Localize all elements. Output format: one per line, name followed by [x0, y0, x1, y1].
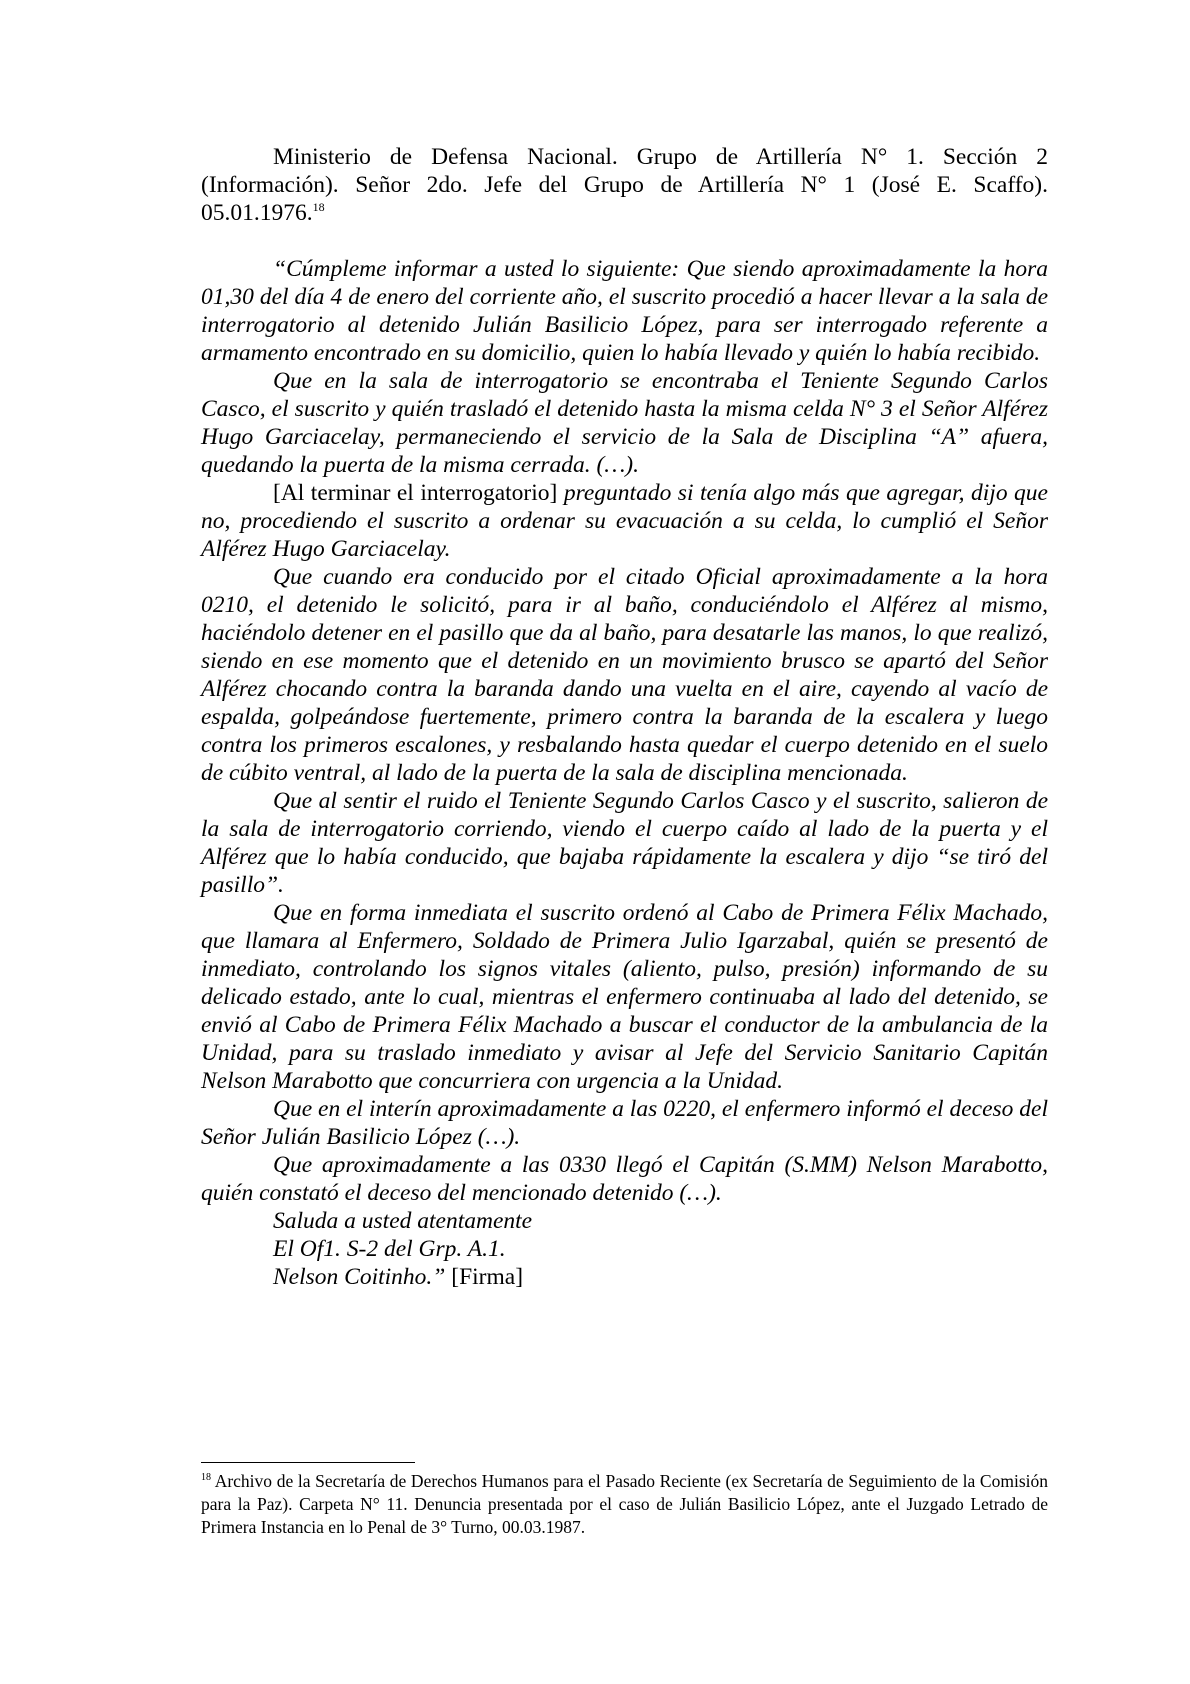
paragraph-6: Que en forma inmediata el suscrito ordenó al Cabo de Primera Félix Machado, que llamara al Enfermero, Soldado de Primera Julio Igarzabal, quién se presentó de inmediato, controlando los signos vitales (aliento, pulso, presión) informando de su delicado estado, ante lo cual, mientras el enfermero continuaba al lado del detenido, se envió al Cabo de Primera Félix Machado a buscar el conductor de la ambulancia de la Unidad, para su traslado inmediato y avisar al Jefe del Servicio Sanitario Capitán Nelson Marabotto que concurriera con urgencia a la Unidad. [201, 900, 1048, 1094]
paragraph-3 [201, 479, 1048, 563]
signatory-name: Nelson Coitinho.” [273, 1264, 446, 1290]
paragraph-7: Que en el interín aproximadamente a las 0220, el enfermero informó el deceso del Señor Julián Basilicio López (…). [201, 1096, 1048, 1150]
closing-signatory [201, 1263, 1048, 1291]
footnote-text: Archivo de la Secretaría de Derechos Humanos para el Pasado Reciente (ex Secretaría de Seguimiento de la Comisión para la Paz). Carpeta N° 11. Denuncia presentada por el caso de Julián Basilicio López, ante el Juzgado Letrado de Primera Instancia en lo Penal de 3° Turno, 00.03.1987. [201, 1471, 1048, 1537]
document-body [201, 143, 1048, 1291]
bracket-insert: [Al terminar el interrogatorio] [273, 480, 558, 506]
paragraph-4: Que cuando era conducido por el citado Oficial aproximadamente a la hora 0210, el detenido le solicitó, para ir al baño, conduciéndolo el Alférez al mismo, haciéndolo detener en el pasillo que da al baño, para desatarle las manos, lo que realizó, siendo en ese momento que el detenido en un movimiento brusco se apartó del Señor Alférez chocando contra la baranda dando una vuelta en el aire, cayendo al vacío de espalda, golpeándose fuertemente, primero contra la baranda de la escalera y luego contra los primeros escalones, y resbalando hasta quedar el cuerpo detenido en el suelo de cúbito ventral, al lado de la puerta de la sala de disciplina mencionada. [201, 564, 1048, 786]
footnote-divider [201, 1462, 415, 1463]
closing-salutation: Saluda a usted atentamente [273, 1208, 533, 1234]
paragraph-5: Que al sentir el ruido el Teniente Segundo Carlos Casco y el suscrito, salieron de la sala de interrogatorio corriendo, viendo el cuerpo caído al lado de la puerta y el Alférez que lo había conducido, que bajaba rápidamente la escalera y dijo “se tiró del pasillo”. [201, 788, 1048, 898]
closing-block [201, 1207, 1048, 1291]
footnote [201, 1470, 1048, 1539]
footnote-number: 18 [201, 1472, 211, 1484]
closing-office: El Of1. S-2 del Grp. A.1. [273, 1236, 506, 1262]
paragraph-8: Que aproximadamente a las 0330 llegó el Capitán (S.MM) Nelson Marabotto, quién constató el deceso del mencionado detenido (…). [201, 1152, 1048, 1206]
paragraph-1: “Cúmpleme informar a usted lo siguiente: Que siendo aproximadamente la hora 01,30 del día 4 de enero del corriente año, el suscrito procedió a hacer llevar a la sala de interrogatorio al detenido Julián Basilicio López, para ser interrogado referente a armamento encontrado en su domicilio, quien lo había llevado y quién lo había recibido. [201, 256, 1048, 366]
signature-note: [Firma] [445, 1264, 524, 1290]
paragraph-2: Que en la sala de interrogatorio se encontraba el Teniente Segundo Carlos Casco, el suscrito y quién trasladó el detenido hasta la misma celda N° 3 el Señor Alférez Hugo Garciacelay, permaneciendo el servicio de la Sala de Disciplina “A” afuera, quedando la puerta de la misma cerrada. (…). [201, 368, 1048, 478]
footnote-reference: 18 [312, 200, 325, 215]
document-heading [201, 143, 1048, 227]
paragraph-3-text: preguntado si tenía algo más que agregar, dijo que no, procediendo el suscrito a ordenar su evacuación a su celda, lo cumplió el Señor Alférez Hugo Garciacelay. [201, 480, 1048, 562]
heading-text: Ministerio de Defensa Nacional. Grupo de Artillería N° 1. Sección 2 (Información). Señor 2do. Jefe del Grupo de Artillería N° 1 (José E. Scaffo). 05.01.1976. [201, 144, 1048, 226]
